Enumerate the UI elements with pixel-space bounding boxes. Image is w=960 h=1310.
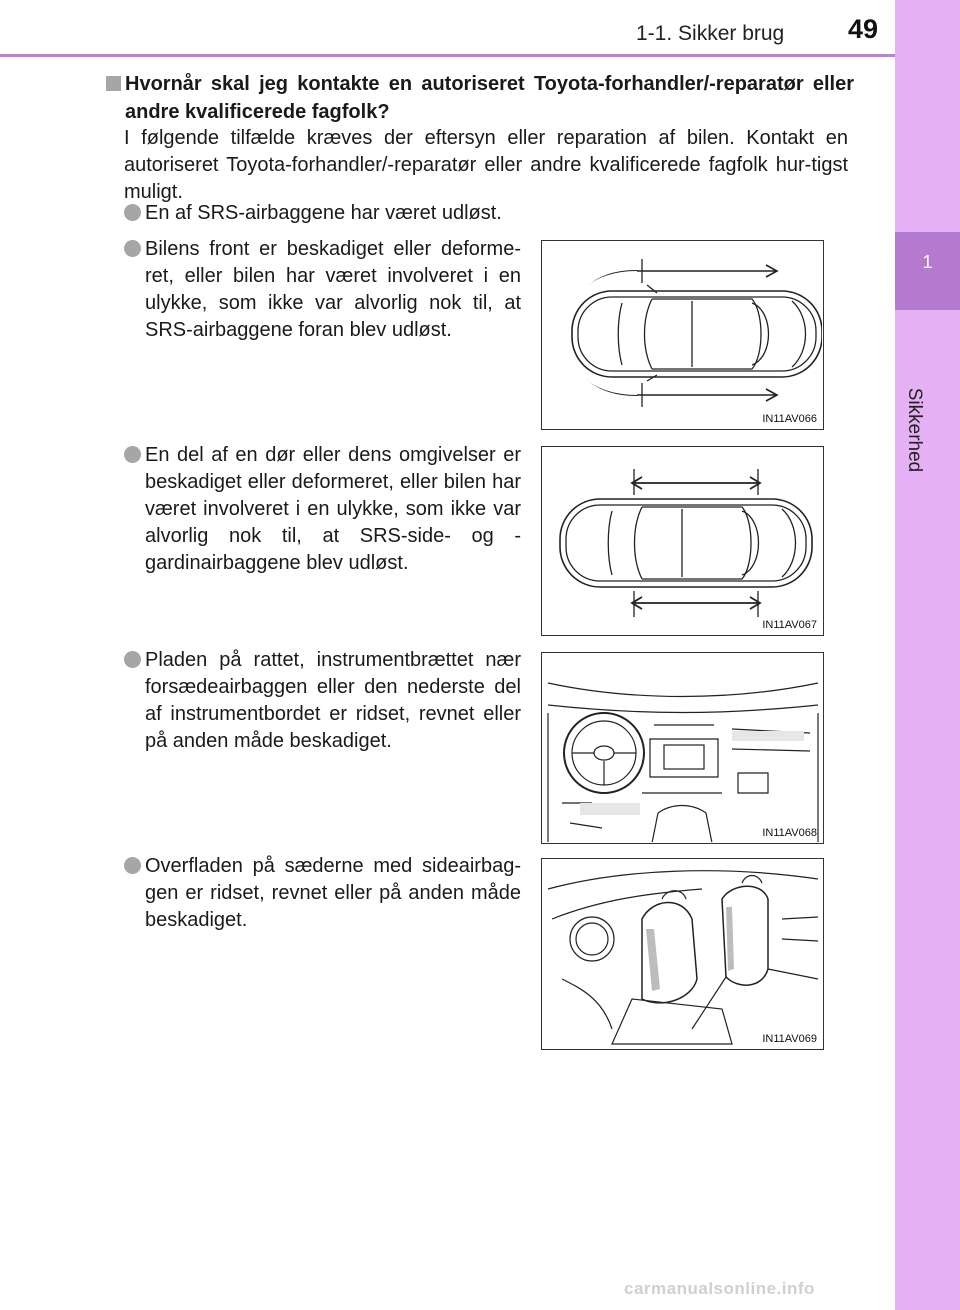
- chapter-label-text: Sikkerhed: [904, 387, 925, 473]
- circle-bullet-icon: [124, 857, 141, 874]
- section-heading-text: Hvornår skal jeg kontakte en autoriseret Toyota-forhandler/-reparatør eller andre kvalificerede fagfolk?: [125, 73, 854, 123]
- list-item-text: Pladen på rattet, instrumentbrættet nær forsædeairbaggen eller den nederste del af instrumentbordet er ridset, revnet eller på anden måde beskadiget.: [145, 649, 521, 752]
- list-item: [124, 647, 521, 755]
- front-seats-side-airbag-icon: [542, 859, 822, 1048]
- chapter-label: [898, 370, 930, 490]
- list-item: [124, 442, 521, 577]
- watermark: carmanualsonline.info: [624, 1279, 815, 1298]
- list-item-text: Overfladen på sæderne med sideairbag-gen er ridset, revnet eller på anden måde beskadiget.: [145, 855, 521, 931]
- page-number: 49: [848, 14, 879, 44]
- list-item-text: En af SRS-airbaggene har været udløst.: [145, 202, 502, 224]
- section-heading: [106, 70, 854, 126]
- figure-side-impact: [541, 446, 824, 636]
- intro-paragraph: I følgende tilfælde kræves der eftersyn eller reparation af bilen. Kontakt en autoriseret Toyota-forhandler/-reparatør eller andre kvalificerede fagfolk hur-tigst muligt.: [124, 127, 848, 203]
- car-top-view-side-icon: [542, 447, 822, 634]
- list-item: [124, 236, 521, 344]
- figure-code: IN11AV069: [762, 1033, 817, 1045]
- square-bullet-icon: [106, 76, 121, 91]
- section-title: 1-1. Sikker brug: [636, 22, 785, 45]
- chapter-number: 1: [922, 252, 933, 272]
- circle-bullet-icon: [124, 446, 141, 463]
- figure-code: IN11AV067: [762, 619, 817, 631]
- circle-bullet-icon: [124, 204, 141, 221]
- figure-front-impact: [541, 240, 824, 430]
- dashboard-interior-icon: [542, 653, 822, 842]
- circle-bullet-icon: [124, 651, 141, 668]
- list-item: [124, 853, 521, 934]
- car-top-view-front-icon: [542, 241, 822, 428]
- list-item-text: Bilens front er beskadiget eller deforme-ret, eller bilen har været involveret i en ulykke, som ikke var alvorlig nok til, at SRS-airbaggene foran blev udløst.: [145, 238, 521, 341]
- header-divider: [0, 54, 895, 57]
- figure-dashboard: [541, 652, 824, 844]
- figure-code: IN11AV066: [762, 413, 817, 425]
- list-item: [124, 200, 524, 227]
- list-item-text: En del af en dør eller dens omgivelser er beskadiget eller deformeret, eller bilen har været involveret i en ulykke, som ikke var alvorlig nok til, at SRS-side- og -gardinairbaggene blev udløst.: [145, 444, 521, 574]
- chapter-side-band: [895, 0, 960, 1310]
- figure-code: IN11AV068: [762, 827, 817, 839]
- figure-seats: [541, 858, 824, 1050]
- circle-bullet-icon: [124, 240, 141, 257]
